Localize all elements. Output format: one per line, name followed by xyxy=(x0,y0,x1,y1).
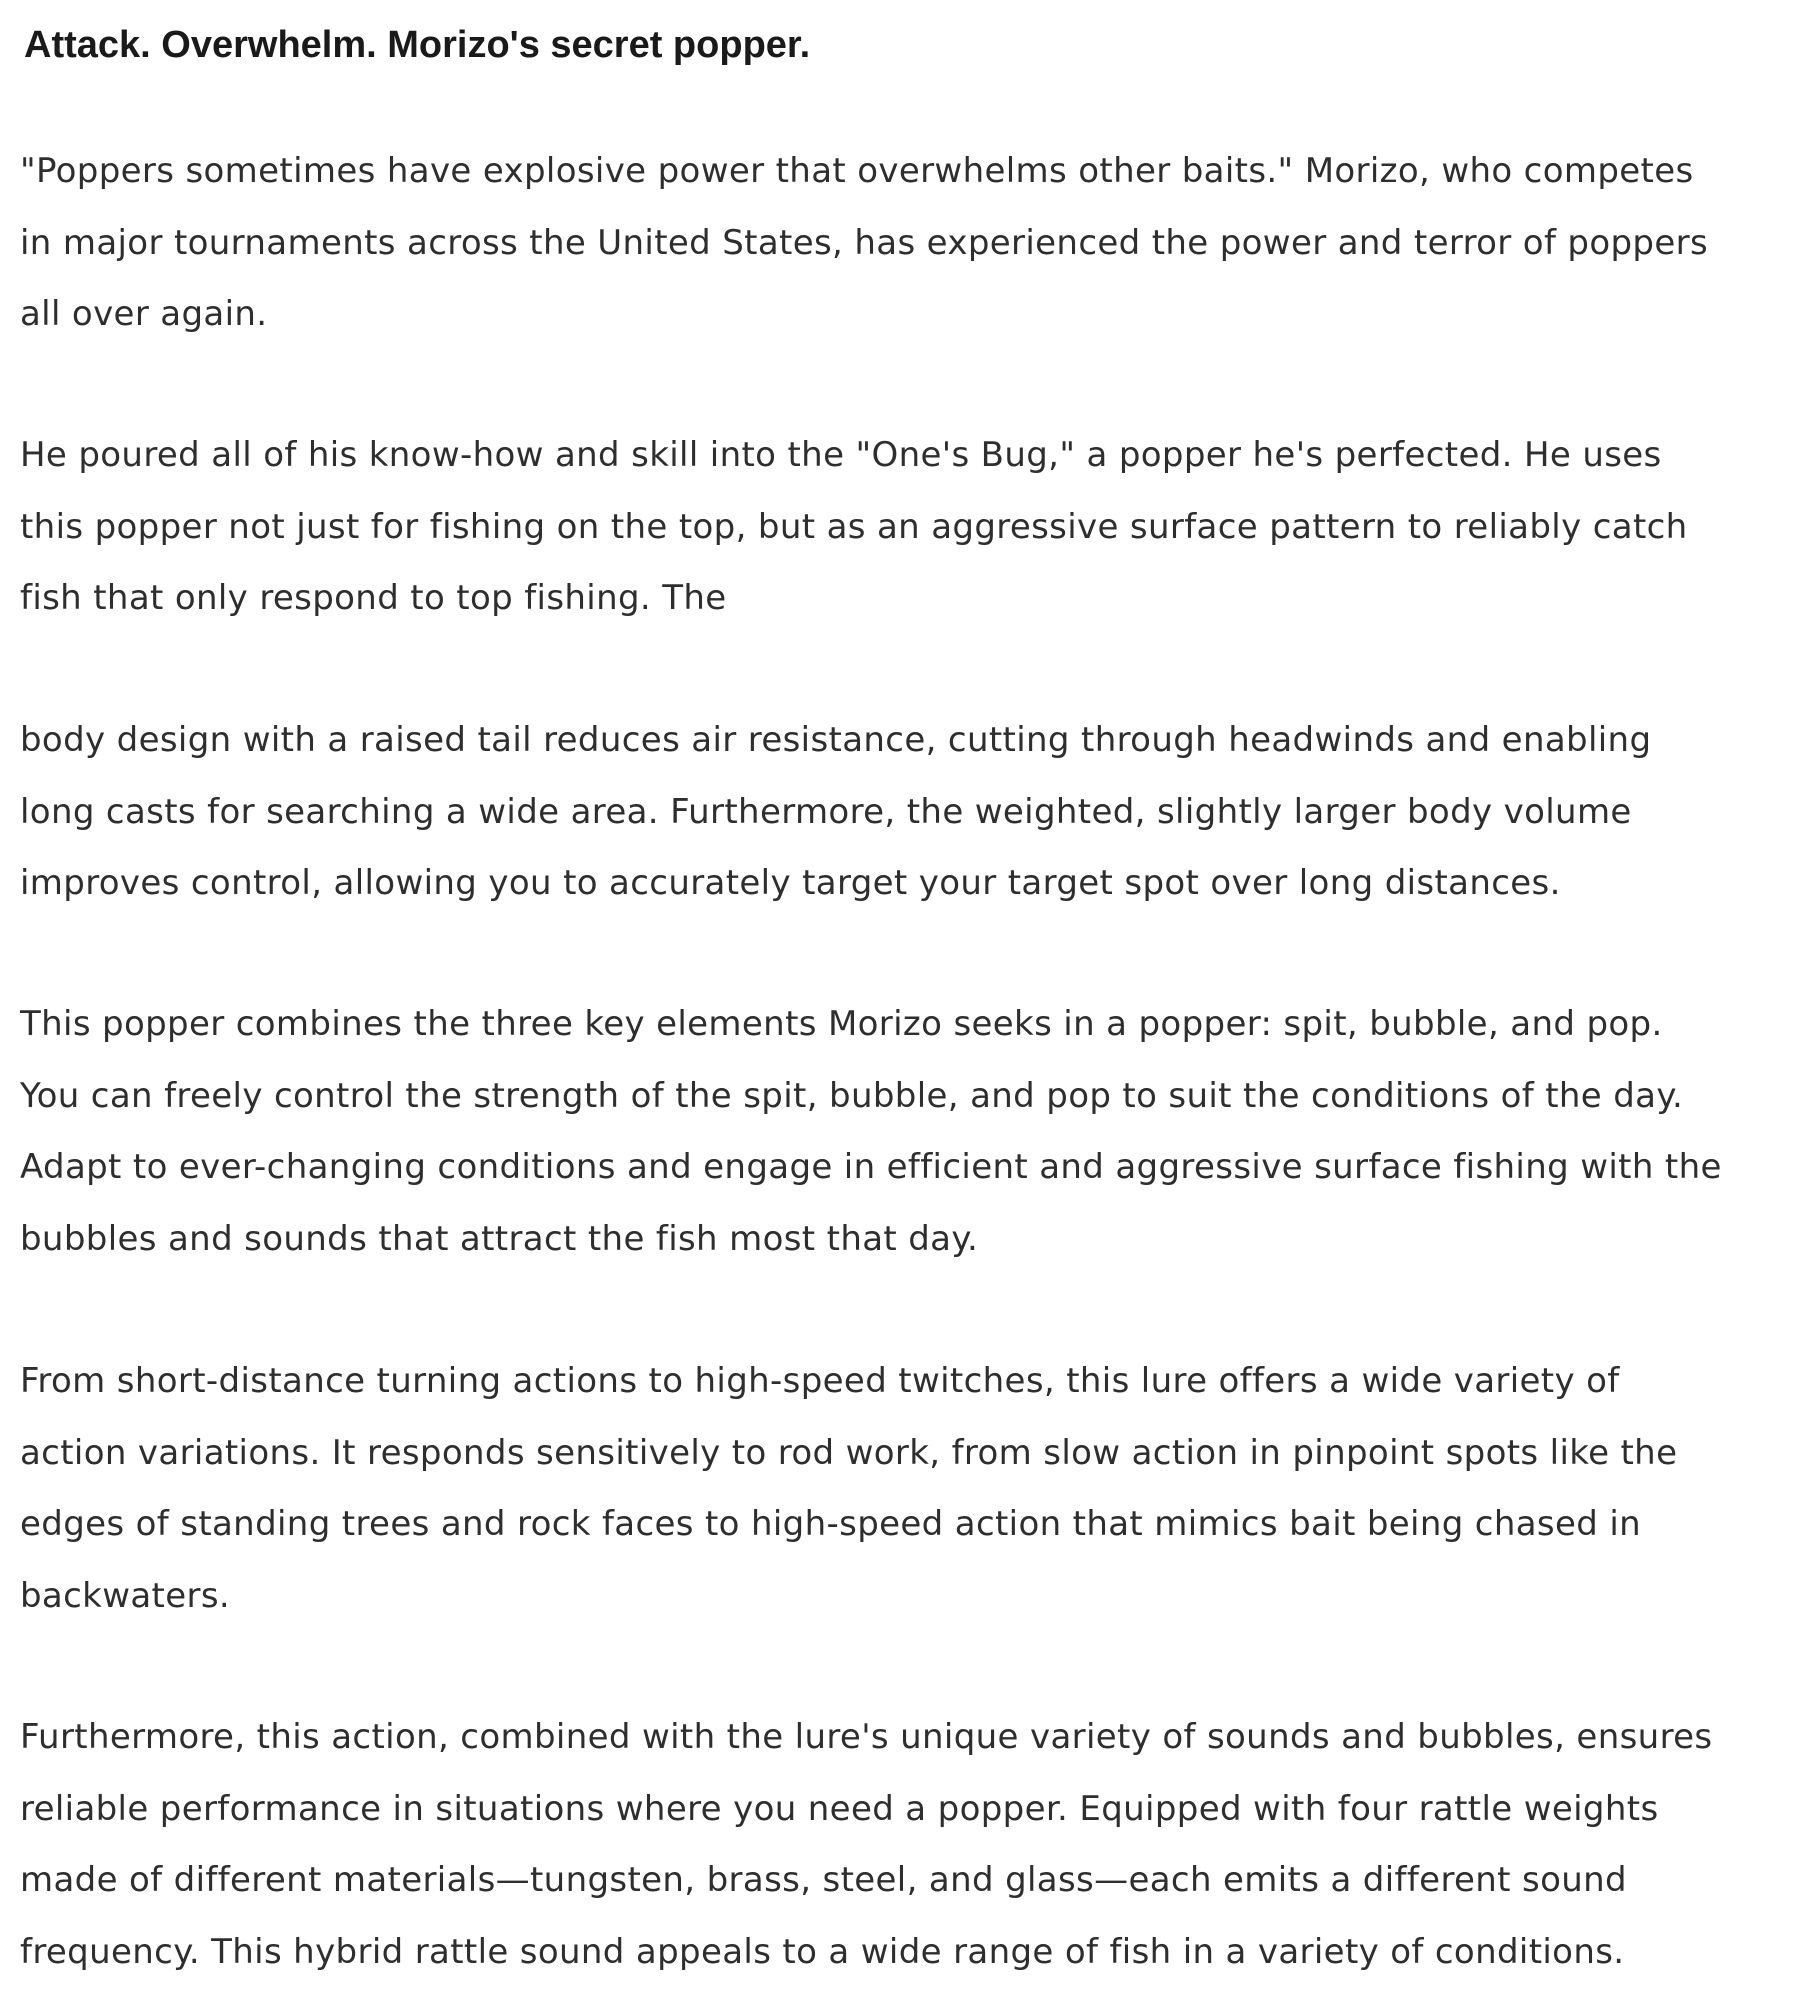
paragraph-line: improves control, allowing you to accurately target your target spot over long distances. xyxy=(20,863,1561,903)
paragraph-line: reliable performance in situations where you need a popper. Equipped with four rattle weights xyxy=(20,1788,1659,1829)
paragraph-line: action variations. It responds sensitively to rod work, from slow action in pinpoint spots like the xyxy=(20,1432,1678,1473)
paragraph-line: fish that only respond to top fishing. The xyxy=(20,578,727,618)
paragraph-line: edges of standing trees and rock faces to high-speed action that mimics bait being chased in xyxy=(20,1504,1642,1544)
paragraph-line: all over again. xyxy=(20,294,268,334)
paragraph-line: You can freely control the strength of the spit, bubble, and pop to suit the conditions of the day. xyxy=(20,1075,1684,1116)
paragraph-2 xyxy=(20,420,1688,635)
article-title: Attack. Overwhelm. Morizo's secret popper. xyxy=(24,24,811,66)
paragraph-line: bubbles and sounds that attract the fish most that day. xyxy=(20,1218,979,1259)
paragraph-line: body design with a raised tail reduces air resistance, cutting through headwinds and enabling xyxy=(20,720,1652,760)
paragraph-line: this popper not just for fishing on the top, but as an aggressive surface pattern to reliably catch xyxy=(20,506,1688,547)
paragraph-6 xyxy=(20,1702,1712,1988)
paragraph-line: "Poppers sometimes have explosive power that overwhelms other baits." Morizo, who competes xyxy=(20,151,1694,191)
paragraph-line: in major tournaments across the United States, has experienced the power and terror of poppers xyxy=(20,222,1709,263)
paragraph-line: Adapt to ever-changing conditions and engage in efficient and aggressive surface fishing with the xyxy=(20,1147,1722,1187)
paragraph-line: backwaters. xyxy=(20,1575,231,1616)
paragraph-line: From short-distance turning actions to high-speed twitches, this lure offers a wide variety of xyxy=(20,1361,1620,1401)
paragraph-4 xyxy=(20,989,1722,1275)
paragraph-line: Furthermore, this action, combined with the lure's unique variety of sounds and bubbles, ensures xyxy=(20,1717,1713,1757)
paragraph-line: made of different materials—tungsten, brass, steel, and glass—each emits a different sound xyxy=(20,1860,1627,1900)
paragraph-line: long casts for searching a wide area. Furthermore, the weighted, slightly larger body volume xyxy=(20,791,1632,832)
paragraph-line: frequency. This hybrid rattle sound appeals to a wide range of fish in a variety of conditions. xyxy=(20,1931,1625,1972)
paragraph-line: He poured all of his know-how and skill into the "One's Bug," a popper he's perfected. He uses xyxy=(20,435,1662,475)
paragraph-1 xyxy=(20,136,1708,351)
paragraph-line: This popper combines the three key elements Morizo seeks in a popper: spit, bubble, and pop. xyxy=(20,1004,1663,1044)
paragraph-5 xyxy=(20,1346,1677,1632)
paragraph-3 xyxy=(20,705,1651,920)
